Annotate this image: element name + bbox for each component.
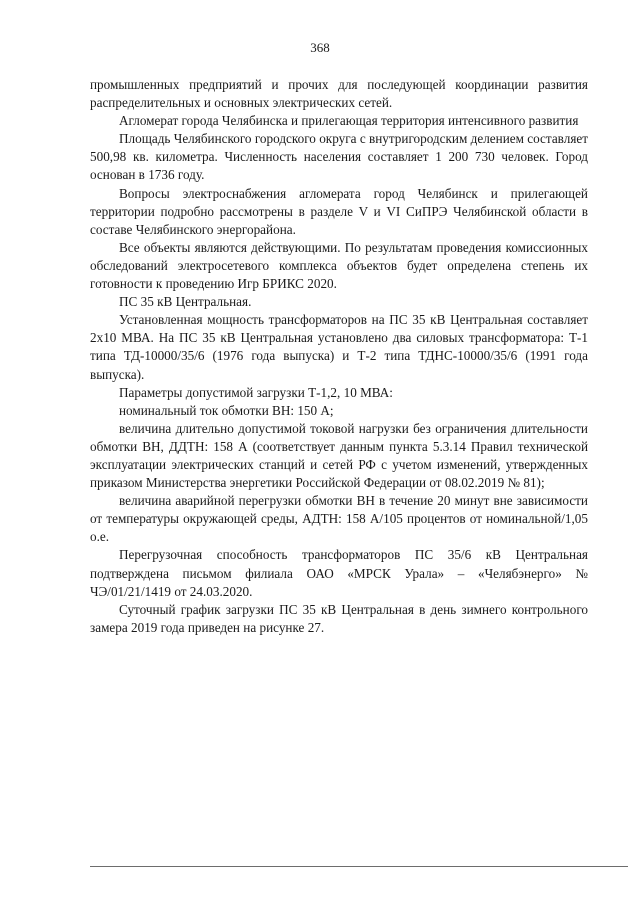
section-heading: Агломерат города Челябинска и прилегающая территория интенсивного развития bbox=[119, 113, 579, 129]
page-number: 368 bbox=[310, 40, 330, 55]
paragraph: Параметры допустимой загрузки Т-1,2, 10 МВА: bbox=[119, 384, 393, 400]
document-body bbox=[90, 76, 588, 637]
paragraph: Перегрузочная способность трансформаторов ПС 35/6 кВ Центральная подтверждена письмом филиала ОАО «МРСК Урала» – «Челябэнерго» № ЧЭ/01/21/1419 от 24.03.2020. bbox=[90, 547, 588, 599]
paragraph: величина аварийной перегрузки обмотки ВН в течение 20 минут вне зависимости от температуры окружающей среды, АДТН: 158 А/105 процентов от номинальной/1,05 о.е. bbox=[90, 493, 588, 545]
footer-divider bbox=[90, 866, 628, 867]
paragraph: Суточный график загрузки ПС 35 кВ Центральная в день зимнего контрольного замера 2019 года приведен на рисунке 27. bbox=[90, 601, 588, 635]
paragraph: номинальный ток обмотки ВН: 150 А; bbox=[119, 402, 334, 418]
paragraph: Установленная мощность трансформаторов на ПС 35 кВ Центральная составляет 2х10 МВА. На ПС 35 кВ Центральная установлено два силовых трансформатора: Т-1 типа ТД-10000/35/6 (1976 года выпуска) и Т-2 типа ТДНС-10000/35/6 (1991 года выпуска). bbox=[90, 312, 588, 382]
paragraph: Площадь Челябинского городского округа с внутригородским делением составляет 500,98 кв. километра. Численность населения составляет 1 200 730 человек. Город основан в 1736 году. bbox=[90, 131, 588, 183]
paragraph: величина длительно допустимой токовой нагрузки без ограничения длительности обмотки ВН, ДДТН: 158 А (соответствует данным пункта 5.3.14 Правил технической эксплуатации электрических станций и сетей РФ с учетом изменений, утвержденных приказом Министерства энергетики Российской Федерации от 08.02.2019 № 81); bbox=[90, 420, 588, 491]
substation-heading: ПС 35 кВ Центральная. bbox=[119, 294, 252, 310]
paragraph: Все объекты являются действующими. По результатам проведения комиссионных обследований электросетевого комплекса объектов будет определена степень их готовности к проведению Игр БРИКС 2020. bbox=[90, 239, 588, 292]
paragraph: промышленных предприятий и прочих для последующей координации развития распределительных и основных электрических сетей. bbox=[90, 77, 588, 111]
paragraph: Вопросы электроснабжения агломерата город Челябинск и прилегающей территории подробно рассмотрены в разделе V и VI СиПРЭ Челябинской области в составе Челябинского энергорайона. bbox=[90, 185, 588, 237]
